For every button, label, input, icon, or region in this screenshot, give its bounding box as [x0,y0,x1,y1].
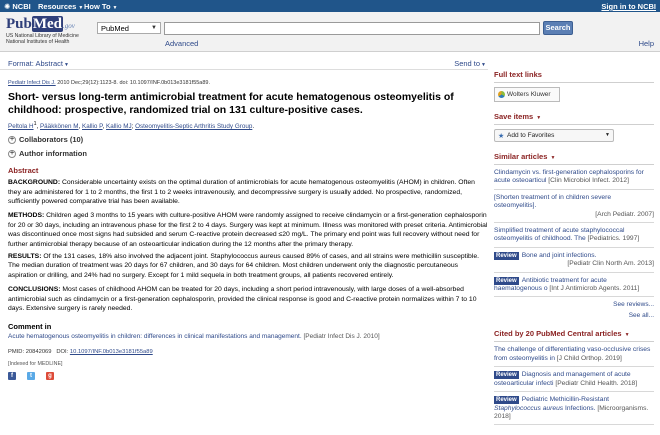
star-icon: ★ [498,133,505,140]
author-group-link[interactable]: Osteomyelitis-Septic Arthritis Study Group [135,123,253,131]
collaborators-toggle[interactable] [8,135,488,144]
comment-link[interactable]: Acute hematogenous osteomyelitis in children: differences in clinical manifestations and management. [8,333,302,341]
database-select-value: PubMed [101,24,129,33]
save-items-label: Save items [494,112,534,121]
add-to-favorites-button[interactable] [494,129,614,142]
help-link[interactable]: Help [638,39,654,48]
author-link[interactable]: Pääkkönen M [39,123,79,131]
wolters-kluwer-label: Wolters Kluwer [507,91,551,98]
sign-in-link[interactable]: Sign in to NCBI [601,2,656,11]
google-plus-icon[interactable]: g [46,372,54,380]
author-link[interactable]: Kallio MJ [106,123,132,131]
section-label: METHODS: [8,212,45,220]
author-info-toggle[interactable] [8,149,488,158]
twitter-icon[interactable]: t [27,372,35,380]
right-sidebar [494,66,654,425]
full-text-links-label: Full text links [494,70,542,79]
cited-article-source: [Microorganisms. 2018] [494,404,649,420]
abstract-background [8,178,488,206]
similar-article-source: [Clin Microbiol Infect. 2012] [546,177,629,185]
indexed-for-medline: [Indexed for MEDLINE] [8,361,63,368]
author-info-label: Author information [19,149,87,159]
similar-article-item [494,165,654,190]
add-to-favorites-label: Add to Favorites [507,132,555,139]
article-content [8,80,488,382]
similar-article-source: [Int J Antimicrob Agents. 2011] [547,285,640,293]
chevron-down-icon: ▼ [605,132,610,138]
cited-article-item [494,392,654,425]
comment-item [8,333,488,340]
section-label: CONCLUSIONS: [8,286,61,294]
section-text: Considerable uncertainty exists on the optimal duration of antimicrobials for acute hematogenous osteomyelitis (AHOM) in children. Often they are administered for 1 to 2 months, the first 1 to 2 weeks intravenously, and decompressive surgery is usually added. No prospective, randomized, sufficiently powered comparative trial has been available. [8,179,475,205]
comment-in-heading: Comment in [8,322,52,332]
review-badge: Review [496,277,517,284]
resources-dropdown-icon: ▼ [78,5,84,11]
abstract-results [8,252,488,280]
similar-articles-heading[interactable] [494,152,654,165]
full-text-links-heading[interactable] [494,70,654,83]
review-badge: Review [496,397,517,404]
similar-article-source: [Pediatr Clin North Am. 2013] [567,260,654,268]
see-all-link[interactable]: See all... [628,312,654,320]
howto-dropdown-icon: ▼ [112,5,118,11]
pmid-text: PMID: 20842069 [8,349,52,356]
section-text: Children aged 3 months to 15 years with culture-positive AHOM were randomly assigned to receive clindamycin or a first-generation cephalosporin for 20 or 30 days, including an intravenous phase for the first 2 to 4 days. Surgery was kept at minimum. Illness was monitored with preset criteria. Antimicrobial was discontinued once most signs had subsided and serum C-reactive protein decreased ≤20 mg/L. The primary end point was full recovery without need for further antimicrobial therapy because of an osteoarticular indication during the 12 months after the primary therapy. [8,212,488,248]
similar-article-link[interactable]: Clindamycin vs. first-generation cephalosporins for acute osteoarticul [494,169,644,185]
author-affiliation-sup: 1 [33,121,37,127]
author-link[interactable]: Peltola H [8,123,34,131]
cited-article-item [494,342,654,367]
abstract-heading: Abstract [8,166,39,176]
send-to-label: Send to [454,59,481,68]
cited-article-link[interactable]: Pediatric Methicillin-Resistant Staphylococcus aureus Infections. [494,396,610,412]
format-label: Format: Abstract [8,59,64,68]
pubmed-logo[interactable] [6,16,88,48]
ncbi-logo-icon: ✺ [4,2,11,11]
cited-by-heading[interactable] [494,329,654,342]
resources-menu[interactable] [38,2,83,11]
citation-details: 2010 Dec;29(12):1123-8. doi: 10.1097/INF.0b013e3181f55a89. [55,80,211,86]
search-input[interactable] [164,22,540,35]
author-list: Peltola $H^1$, Pääkkönen M, Kallio P, Kallio MJ; Osteomyelitis-Septic Arthritis Study Group. [8,121,255,131]
cited-article-link[interactable]: The challenge of differentiating vaso-occlusive crises from osteomyelitis in [494,346,651,362]
similar-article-item [494,273,654,298]
facebook-icon[interactable]: f [8,372,16,380]
comment-source: [Pediatr Infect Dis J. 2010] [301,333,380,341]
cited-by-label: Cited by 20 PubMed Central articles [494,329,622,339]
wolters-kluwer-logo-icon [498,91,505,98]
cited-article-link[interactable]: Diagnosis and management of acute osteoarticular infecti [494,371,631,387]
send-to-menu[interactable] [454,59,486,68]
similar-article-link[interactable]: [Shorten treatment of in children severe osteomyelitis]. [494,193,612,210]
similar-article-source: [Pediatrics. 1997] [585,235,640,243]
section-label: RESULTS: [8,252,42,260]
section-label: BACKGROUND: [8,179,61,187]
results-toolbar [0,56,488,70]
similar-article-item [494,190,654,223]
identifiers-line [8,349,488,355]
expand-plus-icon: + [9,136,15,144]
see-reviews-link[interactable]: See reviews... [613,301,654,309]
send-to-dropdown-icon: ▼ [481,62,486,68]
section-text: Most cases of childhood AHOM can be treated for 20 days, including a short period intravenously, with large doses of a well-absorbed antimicrobial such as clindamycin or a first-generation cephalosporin, provided the clinical response is good and C-reactive protein normalizes within 7 to 10 days. Extensive surgery is rarely needed. [8,286,477,312]
cited-article-item [494,367,654,392]
cited-article-source: [J Child Orthop. 2019] [554,354,622,362]
expand-plus-icon: + [9,150,15,158]
doi-label: DOI: [56,349,70,356]
journal-link[interactable]: Pediatr Infect Dis J. [8,80,56,86]
database-select[interactable] [97,22,161,34]
pubmed-logo-word: PubMed.gov [6,16,75,32]
section-text: Of the 131 cases, 18% also involved the adjacent joint. Staphylococcus aureus caused 89% of cases, and all strains were methicillin susceptible. The median duration of treatment was 20 days for 67 children, and 30 days for 64 children. Most children underwent only the diagnostic percutaneous aspiration or drilling, and 24% had no surgery. Except for 1 mild sequela in both treatment groups, all patients recovered entirely. [8,252,479,279]
resources-label: Resources [38,2,77,11]
similar-article-source: [Arch Pediatr. 2007] [595,210,654,218]
similar-article-link[interactable]: Simplified treatment of acute staphylococcal osteomyelitis of childhood. The [494,227,625,243]
format-dropdown-icon: ▼ [64,62,69,68]
collaborators-label: Collaborators (10) [19,135,84,145]
pubmed-header [0,12,660,52]
search-button[interactable]: Search [543,21,573,35]
similar-article-link[interactable]: Antibiotic treatment for acute haematogenous o [494,276,607,293]
logo-subtitle-nlm: US National Library of Medicine [6,33,79,39]
similar-articles-label: Similar articles [494,152,548,161]
ncbi-home-link[interactable] [4,2,31,11]
ncbi-label: NCBI [12,2,31,11]
similar-article-item [494,223,654,248]
collapse-icon: ▼ [550,155,556,161]
review-badge: Review [496,252,517,259]
collapse-icon: ▼ [624,332,630,339]
share-buttons [8,372,488,382]
cited-article-source: [Pediatr Child Health. 2018] [553,379,638,387]
save-items-heading[interactable] [494,112,654,125]
doi-link[interactable]: 10.1097/INF.0b013e3181f55a89 [69,349,153,356]
similar-article-link[interactable]: Bone and joint infections. [521,251,597,259]
citation-line [8,80,488,86]
author-link[interactable]: Kallio P [82,123,103,131]
collapse-icon: ▼ [536,115,542,121]
abstract-conclusions [8,285,488,313]
logo-subtitle-nih: National Institutes of Health [6,39,70,45]
wolters-kluwer-link[interactable] [494,87,560,102]
ncbi-top-bar [0,0,660,12]
similar-article-item [494,248,654,273]
howto-label: How To [84,2,111,11]
review-badge: Review [496,372,517,379]
article-title: Short- versus long-term antimicrobial treatment for acute hematogenous osteomyelitis of childhood: prospective, randomized trial on 131 culture-positive cases. [8,91,454,116]
format-menu[interactable] [8,59,69,68]
advanced-search-link[interactable]: Advanced [165,39,199,48]
abstract-methods [8,211,488,249]
chevron-down-icon: ▼ [151,25,157,31]
howto-menu[interactable] [84,2,117,11]
